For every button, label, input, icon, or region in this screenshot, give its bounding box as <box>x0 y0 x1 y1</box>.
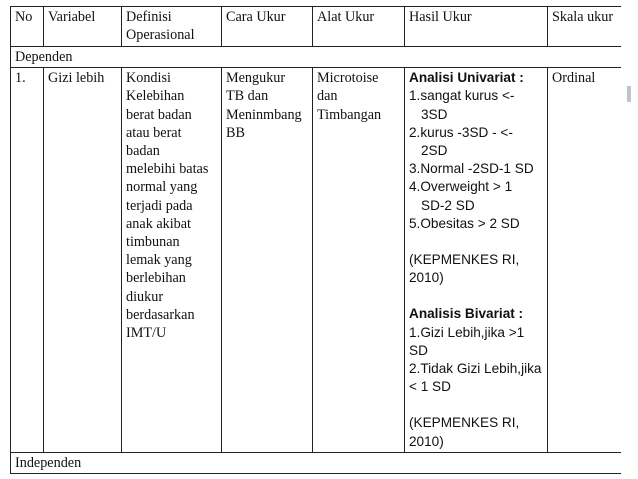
cell-cara-ukur <box>222 68 313 453</box>
bivariat-title: Analisis Bivariat : <box>409 306 524 322</box>
definisi-line: anak akibat <box>126 215 191 232</box>
spacer <box>409 287 543 305</box>
slide-accent-bar <box>627 86 631 102</box>
source-citation: (KEPMENKES RI, 2010) <box>409 415 520 449</box>
alat-ukur-line: Timbangan <box>317 106 382 123</box>
bivariat-item: 1.Gizi Lebih,jika >1 SD <box>409 324 525 358</box>
alat-ukur-line: dan <box>317 88 338 105</box>
section-row-independen <box>11 452 622 473</box>
definisi-line: diukur <box>126 288 164 305</box>
alat-ukur-line: Microtoise <box>317 70 379 87</box>
definisi-line: timbunan <box>126 234 180 251</box>
spacer <box>409 396 543 414</box>
univariat-item: 1.sangat kurus <- <box>409 88 515 104</box>
header-skala: Skala ukur <box>548 7 622 47</box>
header-hasil-ukur: Hasil Ukur <box>405 7 548 47</box>
operational-definition-table <box>10 6 621 474</box>
univariat-title: Analisi Univariat : <box>409 70 524 86</box>
univariat-item-cont: 2SD <box>421 143 448 159</box>
cell-alat-ukur <box>313 68 405 453</box>
header-cara-ukur: Cara Ukur <box>222 7 313 47</box>
univariat-item-cont: SD-2 SD <box>421 197 475 213</box>
definisi-line: lemak yang <box>126 252 192 269</box>
section-row-dependen <box>11 47 622 68</box>
definisi-line: terjadi pada <box>126 197 193 214</box>
section-label-independen: Independen <box>11 452 622 473</box>
section-label-dependen: Dependen <box>11 47 622 68</box>
univariat-item-cont: 3SD <box>421 106 448 122</box>
univariat-item: 2.kurus -3SD - <- <box>409 124 513 140</box>
definisi-line: normal yang <box>126 179 198 196</box>
cara-ukur-line: BB <box>226 124 245 141</box>
source-citation: (KEPMENKES RI, 2010) <box>409 252 520 286</box>
spacer <box>409 233 543 251</box>
table-header-row <box>11 7 622 47</box>
definisi-line: melebihi batas <box>126 161 209 178</box>
cara-ukur-line: Meninmbang <box>226 106 302 123</box>
definisi-line: IMT/U <box>126 325 167 342</box>
header-no: No <box>11 7 44 47</box>
definisi-line: berlebihan <box>126 270 186 287</box>
definisi-line: badan <box>126 143 160 160</box>
univariat-item: 4.Overweight > 1 <box>409 179 513 195</box>
definisi-line: berdasarkan <box>126 306 195 323</box>
univariat-item: 5.Obesitas > 2 SD <box>409 215 520 231</box>
document-page <box>10 6 621 479</box>
cara-ukur-line: TB dan <box>226 88 269 105</box>
definisi-line: Kondisi <box>126 70 171 87</box>
header-variabel: Variabel <box>44 7 122 47</box>
cell-hasil-ukur <box>405 68 548 453</box>
univariat-item: 3.Normal -2SD-1 SD <box>409 161 534 177</box>
header-definisi: Definisi Operasional <box>122 7 222 47</box>
definisi-line: Kelebihan <box>126 88 185 105</box>
cell-definisi <box>122 68 222 453</box>
header-alat-ukur: Alat Ukur <box>313 7 405 47</box>
bivariat-item: 2.Tidak Gizi Lebih,jika < 1 SD <box>409 361 542 395</box>
cara-ukur-line: Mengukur <box>226 70 286 87</box>
cell-variabel: Gizi lebih <box>44 68 122 453</box>
cell-skala: Ordinal <box>548 68 622 453</box>
cell-no: 1. <box>11 68 44 453</box>
table-row <box>11 68 622 453</box>
definisi-line: atau berat <box>126 124 182 141</box>
definisi-line: berat badan <box>126 106 192 123</box>
